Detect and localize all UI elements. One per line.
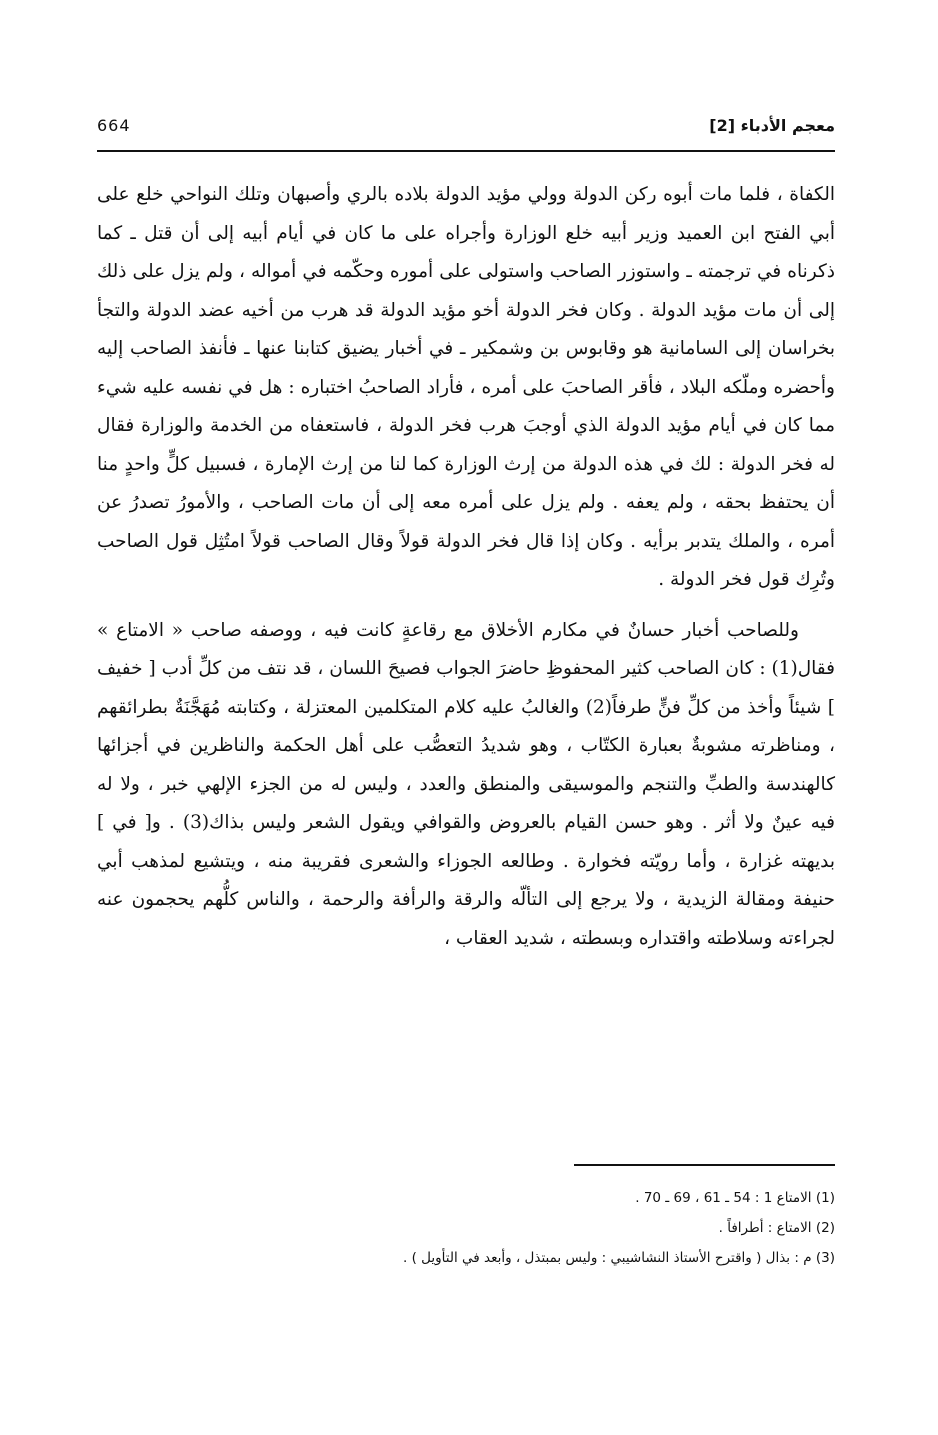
running-title: معجم الأدباء [2]	[709, 116, 835, 135]
footnote: (1) الامتاع 1 : 54 ـ 61 ، 69 ـ 70 .	[635, 1190, 835, 1206]
main-text	[97, 176, 835, 958]
paragraph: الكفاة ، فلما مات أبوه ركن الدولة وولي مؤيد الدولة بلاده بالري وأصبهان وتلك النواحي خلع على أبي الفتح ابن العميد وزير أبيه خلع الوزارة وأجراه على ما كان في أيام أبيه إلى أن قتل ـ كما ذكرناه في ترجمته ـ واستوزر الصاحب واستولى على أموره وحكّمه في أمواله ، ولم يزل على ذلك إلى أن مات مؤيد الدولة . وكان فخر الدولة أخو مؤيد الدولة قد هرب من أخيه عضد الدولة والتجأ بخراسان إلى السامانية هو وقابوس بن وشمكير ـ في أخبار يضيق كتابنا عنها ـ فأنفذ الصاحب إليه وأحضره وملّكه البلاد ، فأقر الصاحبَ على أمره ، فأراد الصاحبُ اختباره : هل في نفسه عليه شيء مما كان في أيام مؤيد الدولة الذي أوجبَ هرب فخر الدولة ، فاستعفاه من الخدمة والوزارة فقال له فخر الدولة : لك في هذه الدولة من إرث الوزارة كما لنا من إرث الإمارة ، فسبيل كلٍّ واحدٍ منا أن يحتفظ بحقه ، ولم يعفه . ولم يزل على أمره معه إلى أن مات الصاحب ، والأمورُ تصدرُ عن أمره ، والملك يتدبر برأيه . وكان إذا قال فخر الدولة قولاً وقال الصاحب قولاً امتُثِل قول الصاحب وتُرِك قول فخر الدولة .	[97, 184, 835, 590]
page-number: 664	[97, 116, 131, 135]
footnote: (2) الامتاع : أطرافاً .	[718, 1220, 835, 1236]
footnote: (3) م : بذال ( واقترح الأستاذ النشاشيبي : وليس بمبتذل ، وأبعد في التأويل ) .	[403, 1250, 835, 1266]
footnotes	[97, 1183, 835, 1273]
page-header	[97, 112, 835, 148]
header-rule	[97, 150, 835, 152]
footnote-separator	[574, 1164, 835, 1166]
paragraph: وللصاحب أخبار حسانٌ في مكارم الأخلاق مع رقاعةٍ كانت فيه ، ووصفه صاحب « الامتاع » فقال(1) : كان الصاحب كثير المحفوظِ حاضرَ الجواب فصيحَ اللسان ، قد نتف من كلِّ أدب [ خفيف ] شيئاً وأخذ من كلِّ فنٍّ طرفاً(2) والغالبُ عليه كلام المتكلمين المعتزلة ، وكتابته مُهَجَّنَةٌ بطرائقهم ، ومناظرته مشوبةٌ بعبارة الكتّاب ، وهو شديدُ التعصُّب على أهل الحكمة والناظرين في أجزائها كالهندسة والطبِّ والتنجم والموسيقى والمنطق والعدد ، وليس له من الجزء الإلهي خبر ، ولا له فيه عينٌ ولا أثر . وهو حسن القيام بالعروض والقوافي ويقول الشعر وليس بذاك(3) . و[ في ] بديهته غزارة ، وأما رويّته فخوارة . وطالعه الجوزاء والشعرى فقريبة منه ، ويتشيع لمذهب أبي حنيفة ومقالة الزيدية ، ولا يرجع إلى التألّه والرقة والرأفة والرحمة ، والناس كلُّهم يحجمون عنه لجراءته وسلاطته واقتداره وبسطته ، شديد العقاب ،	[97, 619, 836, 949]
